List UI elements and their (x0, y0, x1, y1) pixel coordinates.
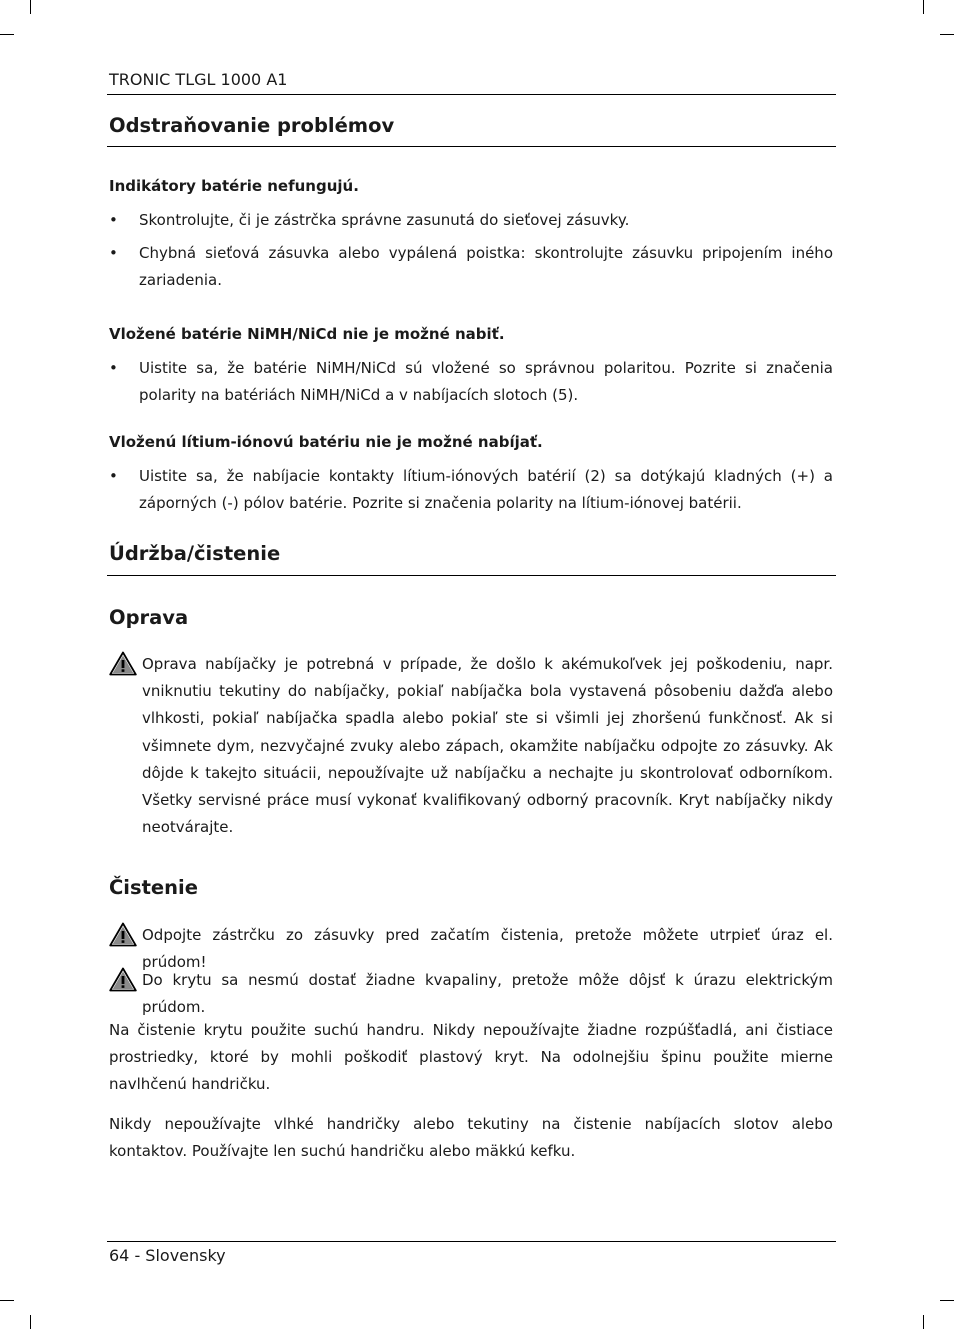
list-item-text: Skontrolujte, či je zástrčka správne zasunutá do sieťovej zásuvky. (139, 211, 630, 229)
bullet-dot: • (109, 467, 118, 485)
warning-text: Do krytu sa nesmú dostať žiadne kvapaliny, pretože môže dôjsť k úrazu elektrickým prúdom. (142, 971, 833, 1017)
warning-text: Oprava nabíjačky je potrebná v prípade, že došlo k akémukoľvek jej poškodeniu, napr. vniknutiu tekutiny do nabíjačky, pokiaľ nabíjačka bola vystavená pôsobeniu dažďa alebo vlhkosti, pokiaľ nabíjačka spadla alebo pokiaľ ste si všimli jej zhoršenú funkčnosť. Ak si všimnete dym, nezvyčajné zvuky alebo zápach, okamžite nabíjačku odpojte zo zásuvky. Ak dôjde k takejto situácii, nepoužívajte už nabíjačku a nechajte ju skontrolovať odborníkom. Všetky servisné práce musí vykonať kvalifikovaný odborný pracovník. Kryt nabíjačky nikdy neotvárajte. (142, 655, 833, 837)
bullet-dot: • (109, 359, 118, 377)
crop-mark (923, 0, 924, 14)
body-paragraph: Na čistenie krytu použite suchú handru. Nikdy nepoužívajte žiadne rozpúšťadlá, ani čistiace prostriedky, ktoré by mohli poškodiť plastový kryt. Na odolnejšiu špinu použite mierne navlhčenú handričku. (109, 1021, 833, 1093)
list-item (109, 240, 833, 294)
body-paragraph: Nikdy nepoužívajte vlhké handričky alebo tekutiny na čistenie nabíjacích slotov alebo kontaktov. Používajte len suchú handričku alebo mäkkú kefku. (109, 1115, 833, 1160)
bullet-dot: • (109, 244, 118, 262)
warning-block (109, 651, 833, 841)
header-rule (107, 94, 836, 95)
crop-mark (940, 1300, 954, 1301)
list-item-text: Chybná sieťová zásuvka alebo vypálená poistka: skontrolujte zásuvku pripojením iného zariadenia. (139, 244, 833, 289)
crop-mark (940, 34, 954, 35)
section-rule (107, 575, 836, 576)
list-item (109, 355, 833, 409)
list-item-text: Uistite sa, že batérie NiMH/NiCd sú vložené so správnou polaritou. Pozrite si značenia polarity na batériách NiMH/NiCd a v nabíjacích slotoch (5). (139, 359, 833, 404)
running-header: TRONIC TLGL 1000 A1 (109, 70, 288, 89)
warning-triangle-icon (109, 651, 137, 676)
section-heading-cleaning: Čistenie (109, 876, 198, 899)
issue-title: Indikátory batérie nefungujú. (109, 177, 359, 195)
warning-text: Odpojte zástrčku zo zásuvky pred začatím čistenia, pretože môžete utrpieť úraz el. prúdom! (142, 926, 833, 972)
crop-mark (30, 0, 31, 14)
crop-mark (923, 1315, 924, 1329)
section-heading-maintenance: Údržba/čistenie (109, 542, 281, 565)
list-item (109, 463, 833, 517)
crop-mark (0, 34, 14, 35)
bullet-dot: • (109, 211, 118, 229)
footer-rule (107, 1241, 836, 1242)
page-number: 64 - Slovensky (109, 1246, 226, 1265)
issue-title: Vložené batérie NiMH/NiCd nie je možné nabiť. (109, 325, 505, 343)
crop-mark (0, 1300, 14, 1301)
warning-triangle-icon (109, 967, 137, 992)
issue-title: Vloženú lítium-iónovú batériu nie je možné nabíjať. (109, 433, 543, 451)
list-item-text: Uistite sa, že nabíjacie kontakty lítium-iónových batérií (2) sa dotýkajú kladných (+) a záporných (-) pólov batérie. Pozrite si značenia polarity na lítium-iónovej batérii. (139, 467, 833, 512)
section-heading-repair: Oprava (109, 606, 189, 629)
list-item (109, 207, 833, 234)
crop-mark (30, 1315, 31, 1329)
section-rule (107, 146, 836, 147)
section-heading-troubleshooting: Odstraňovanie problémov (109, 114, 395, 137)
warning-triangle-icon (109, 922, 137, 947)
warning-block (109, 967, 833, 1021)
